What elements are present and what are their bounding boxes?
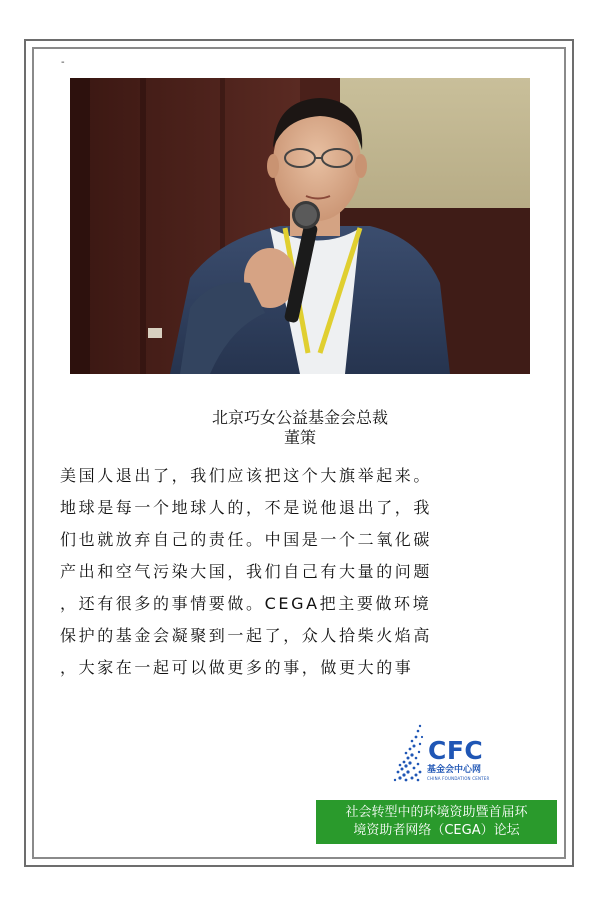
quote-line: 美国人退出了，我们应该把这个大旗举起来。 xyxy=(60,466,433,485)
speaker-title: 北京巧女公益基金会总裁 xyxy=(211,408,388,427)
logo-cn-name: 基金会中心网 xyxy=(427,765,482,775)
quote-line: ，还有很多的事情要做。CEGA把主要做环境 xyxy=(60,594,432,613)
quote-text xyxy=(60,460,530,684)
banner-line: 社会转型中的环境资助暨首届环 xyxy=(345,805,528,820)
logo-abbr: CFC xyxy=(428,736,484,765)
speaker-photo xyxy=(70,78,530,374)
quote-line: 们也就放弃自己的责任。中国是一个二氧化碳 xyxy=(60,530,433,549)
corner-mark: - xyxy=(61,57,65,68)
quote-line: 保护的基金会凝聚到一起了，众人拾柴火焰高 xyxy=(60,626,433,645)
speaker-name: 董策 xyxy=(283,428,316,447)
quote-line: 产出和空气污染大国，我们自己有大量的问题 xyxy=(60,562,433,581)
quote-line: 地球是每一个地球人的，不是说他退出了，我 xyxy=(60,498,433,517)
forum-banner xyxy=(316,800,557,844)
quote-line: ，大家在一起可以做更多的事，做更大的事 xyxy=(60,658,414,677)
banner-line: 境资助者网络（CEGA）论坛 xyxy=(353,823,520,838)
logo-en-name: CHINA FOUNDATION CENTER xyxy=(427,776,490,781)
